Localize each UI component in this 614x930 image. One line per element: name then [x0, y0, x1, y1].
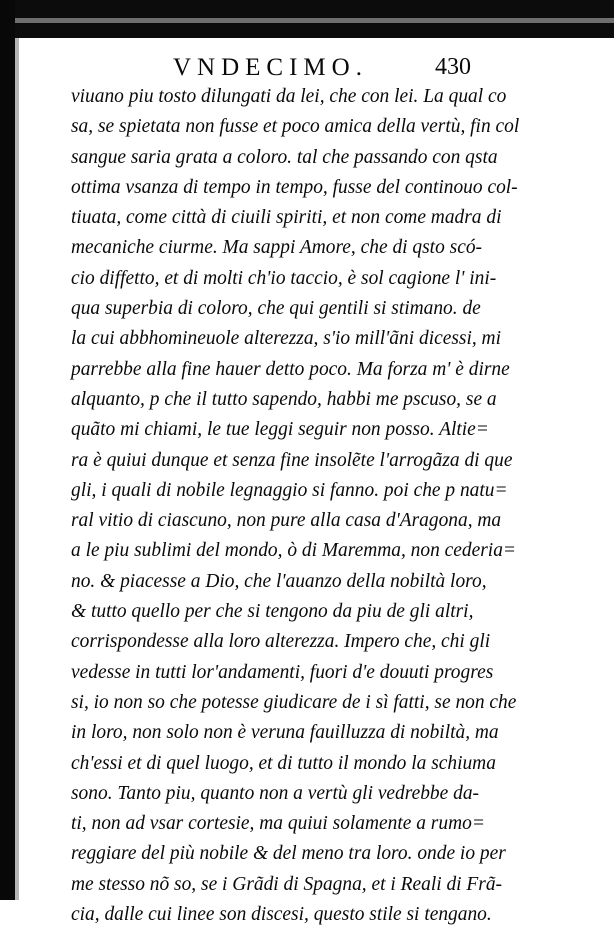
- page-number: 430: [435, 54, 471, 80]
- text-line: ottima vsanza di tempo in tempo, fusse del continouo col-: [71, 176, 518, 198]
- text-line: sa, se spietata non fusse et poco amica della vertù, fin col: [71, 116, 520, 138]
- text-line: & tutto quello per che si tengono da piu de gli altri,: [71, 601, 474, 623]
- text-line: tiuata, come città di ciuili spiriti, et non come madra di: [71, 207, 502, 229]
- text-line: cia, dalle cui linee son discesi, questo stile si tengano.: [71, 904, 492, 926]
- text-line: sangue saria grata a coloro. tal che passando con qsta: [71, 146, 498, 168]
- text-line: si, io non so che potesse giudicare de i sì fatti, se non che: [71, 691, 517, 713]
- text-line: in loro, non solo non è veruna fauilluzza di nobiltà, ma: [71, 722, 499, 744]
- text-line: la cui abbhomineuole alterezza, s'io mill'ãni dicessi, mi: [71, 328, 501, 350]
- text-line: qua superbia di coloro, che qui gentili si stimano. de: [71, 298, 481, 320]
- text-line: gli, i quali di nobile legnaggio si fanno. poi che p natu=: [71, 479, 508, 501]
- text-line: me stesso nõ so, se i Grãdi di Spagna, et i Reali di Frã-: [71, 873, 503, 895]
- body-text: [71, 82, 609, 930]
- text-line: mecaniche ciurme. Ma sappi Amore, che di qsto scó-: [71, 237, 483, 259]
- text-line: cio diffetto, et di molti ch'io taccio, è sol cagione l' ini-: [71, 267, 497, 289]
- text-line: ra è quiui dunque et senza fine insolẽte l'arrogãza di que: [71, 449, 513, 471]
- text-line: reggiare del più nobile & del meno tra loro. onde io per: [71, 843, 506, 865]
- text-line: ral vitio di ciascuno, non pure alla casa d'Aragona, ma: [71, 510, 502, 532]
- text-line: corrispondesse alla loro alterezza. Impero che, chi gli: [71, 631, 491, 653]
- text-line: no. & piacesse a Dio, che l'auanzo della nobiltà loro,: [71, 570, 487, 592]
- scan-left-border: [0, 0, 15, 900]
- text-line: quãto mi chiami, le tue leggi seguir non posso. Altie=: [71, 419, 489, 441]
- running-title: VNDECIMO.: [173, 54, 368, 81]
- text-line: ti, non ad vsar cortesie, ma quiui solamente a rumo=: [71, 813, 485, 835]
- text-line: sono. Tanto piu, quanto non a vertù gli vedrebbe da-: [71, 782, 480, 804]
- text-line: alquanto, p che il tutto sapendo, habbi me pscuso, se a: [71, 388, 497, 410]
- text-line: vedesse in tutti lor'andamenti, fuori d'e douuti progres: [71, 661, 494, 683]
- scan-top-border-edge: [0, 18, 614, 23]
- text-line: viuano piu tosto dilungati da lei, che con lei. La qual co: [71, 86, 507, 107]
- text-line: a le piu sublimi del mondo, ò di Maremma, non cederia=: [71, 540, 517, 562]
- text-line: parrebbe alla fine hauer detto poco. Ma forza m' è dirne: [71, 358, 510, 380]
- text-line: ch'essi et di quel luogo, et di tutto il mondo la schiuma: [71, 752, 496, 774]
- book-page: [19, 38, 614, 926]
